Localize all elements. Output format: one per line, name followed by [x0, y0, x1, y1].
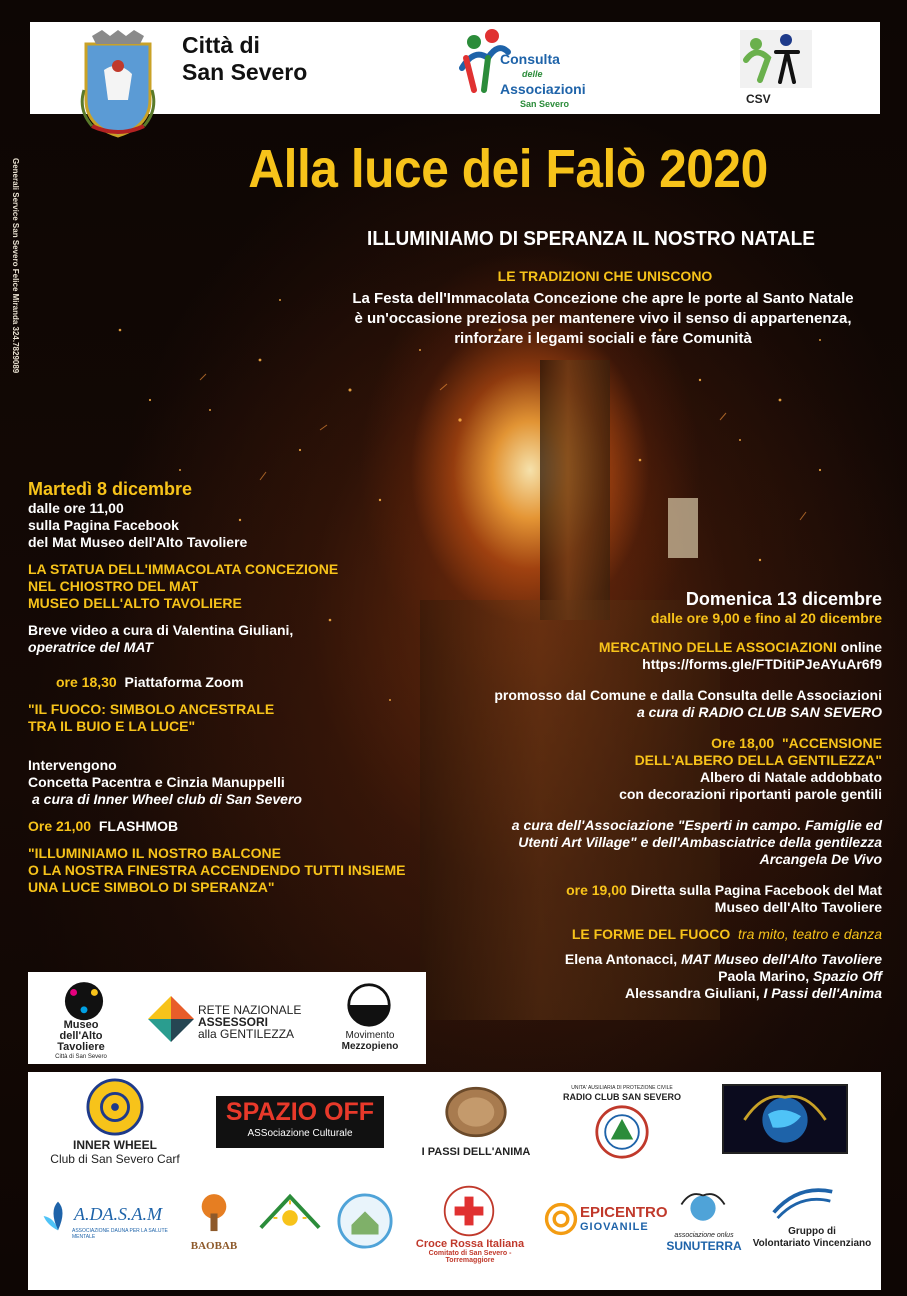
iw-line: INNER WHEEL: [73, 1138, 157, 1152]
performer-name: Elena Antonacci,: [564, 951, 678, 967]
event3-title: "ILLUMINIAMO IL NOSTRO BALCONE: [28, 845, 281, 861]
diretta-time: ore 19,00: [566, 882, 627, 898]
epicentro-logo-icon: [544, 1202, 578, 1236]
adasam-subtitle: ASSOCIAZIONE DAUNA PER LA SALUTE MENTALE: [72, 1228, 168, 1240]
mercatino-url: https://forms.gle/FTDitiPJeAYuAr6f9: [642, 656, 882, 672]
performer: [460, 951, 882, 968]
sunuterra-logo-icon: [676, 1186, 730, 1232]
intro-line: è un'occasione preziosa per mantenere vivo il senso di appartenenza,: [354, 310, 852, 327]
accensione-title: DELL'ALBERO DELLA GENTILEZZA": [634, 752, 882, 768]
mov-line: Mezzopieno: [341, 1041, 399, 1052]
day2-range: dalle ore 9,00 e fino al 20 dicembre: [650, 610, 882, 626]
performer: [460, 968, 882, 985]
event2-speakers: Concetta Pacentra e Cinzia Manuppelli: [28, 774, 285, 790]
spazio-off-logo: [216, 1096, 384, 1148]
accensione-time: Ore 18,00: [711, 735, 775, 751]
promo-organizer: a cura di RADIO CLUB SAN SEVERO: [636, 704, 882, 720]
sunuterra-text: [666, 1232, 742, 1253]
spazio-title: SPAZIO OFF: [225, 1098, 375, 1126]
intro-body: [318, 289, 888, 349]
program-day1: [28, 478, 448, 896]
consulta-line4: San Severo: [520, 99, 570, 109]
mercatino-line: [460, 639, 882, 656]
red-cross-logo-icon: [442, 1184, 496, 1238]
diretta-line: [460, 882, 882, 899]
diretta-text: Museo dell'Alto Tavoliere: [714, 899, 882, 915]
event2-where: Piattaforma Zoom: [124, 674, 244, 690]
performer-org: MAT Museo dell'Alto Tavoliere: [681, 951, 882, 967]
event2-organizer: a cura di Inner Wheel club di San Severo: [32, 791, 302, 807]
event2-header: [28, 674, 448, 691]
performer: [460, 985, 882, 1002]
adasam-title: A.DA.S.A.M: [74, 1204, 162, 1224]
consulta-line3: Associazioni: [500, 81, 586, 97]
accensione-organizer: Utenti Art Village" e dell'Ambasciatrice della gentilezza: [518, 834, 882, 850]
page-title: Alla luce dei Falò 2020: [248, 139, 768, 199]
event1-title: MUSEO DELL'ALTO TAVOLIERE: [28, 595, 242, 611]
baobab-logo-icon: [192, 1190, 236, 1244]
spazio-subtitle: ASSociazione Culturale: [247, 1128, 353, 1139]
event2-time: ore 18,30: [56, 674, 117, 690]
city-crest-icon: [78, 30, 158, 142]
globe-icon: [724, 1086, 846, 1152]
day1-channel: sulla Pagina Facebook: [28, 517, 179, 533]
grup-line: Gruppo di: [788, 1226, 836, 1237]
event2-speakers-label: Intervengono: [28, 757, 117, 773]
accensione-title: "ACCENSIONE: [782, 735, 882, 751]
vincenziano-text: [748, 1226, 876, 1250]
performer-name: Paola Marino,: [718, 968, 810, 984]
program-day2: [460, 588, 882, 1002]
event1-desc: operatrice del MAT: [28, 639, 153, 655]
performer-org: I Passi dell'Anima: [763, 985, 882, 1001]
croce-line: Croce Rossa Italiana: [415, 1238, 525, 1250]
rete-line: alla GENTILEZZA: [198, 1027, 295, 1041]
passi-anima-logo-icon: [444, 1084, 508, 1140]
event3-what: FLASHMOB: [98, 818, 179, 834]
intro-heading: LE TRADIZIONI CHE UNISCONO: [497, 268, 713, 284]
accensione-desc: Albero di Natale addobbato: [699, 769, 882, 785]
mov-line: Movimento: [345, 1030, 395, 1041]
mercatino-title: MERCATINO DELLE ASSOCIAZIONI: [598, 639, 837, 655]
event3-title: O LA NOSTRA FINESTRA ACCENDENDO TUTTI INSIEME: [28, 862, 406, 878]
croce-line: Comitato di San Severo - Torremaggiore: [428, 1250, 512, 1264]
accensione-organizer: a cura dell'Associazione "Esperti in campo. Famiglie ed: [511, 817, 882, 833]
radio-club-logo-icon: [594, 1104, 650, 1160]
radio-club-text: RADIO CLUB SAN SEVERO: [562, 1092, 681, 1102]
event2-title: TRA IL BUIO E LA LUCE": [28, 718, 196, 734]
accensione-desc: con decorazioni riportanti parole gentili: [619, 786, 882, 802]
inner-wheel-logo-icon: [86, 1078, 144, 1136]
museo-logo-icon: [58, 980, 110, 1024]
consulta-line2: delle: [522, 69, 543, 79]
day2-date: Domenica 13 dicembre: [685, 589, 882, 609]
event3-time: Ore 21,00: [28, 818, 92, 834]
inner-wheel-text: [40, 1138, 190, 1166]
event1-title: LA STATUA DELL'IMMACOLATA CONCEZIONE: [28, 561, 339, 577]
city-line2: San Severo: [182, 59, 308, 85]
radio-club-top: UNITA' AUSILIARIA DI PROTEZIONE CIVILE: [571, 1085, 673, 1091]
sunshine-house-logo-icon: [256, 1188, 324, 1244]
mezzopieno-logo-text: [330, 1030, 410, 1052]
passi-anima-text: I PASSI DELL'ANIMA: [421, 1146, 531, 1158]
performer-name: Alessandra Giuliani,: [625, 985, 760, 1001]
rete-line: RETE NAZIONALE: [198, 1003, 302, 1017]
rete-line: ASSESSORI: [198, 1015, 269, 1029]
baobab-text: BAOBAB: [190, 1240, 238, 1252]
day1-channel-owner: del Mat Museo dell'Alto Tavoliere: [28, 534, 248, 550]
accensione-organizer: Arcangela De Vivo: [759, 851, 882, 867]
adasam-logo-icon: [40, 1196, 76, 1236]
mercatino-online: online: [840, 639, 882, 655]
intro-line: La Festa dell'Immacolata Concezione che apre le porte al Santo Natale: [352, 290, 854, 307]
forme-title: LE FORME DEL FUOCO: [571, 926, 731, 942]
red-cross-text: [410, 1238, 530, 1264]
sun-line: SUNUTERRA: [666, 1239, 742, 1253]
rete-nazionale-text: [198, 1004, 318, 1040]
intro-line: rinforzare i legami sociali e fare Comunità: [454, 330, 752, 347]
forme-line: [460, 926, 882, 943]
rete-nazionale-icon: [146, 994, 196, 1044]
diretta-text: Diretta sulla Pagina Facebook del Mat: [630, 882, 882, 898]
sun-line: associazione onlus: [674, 1232, 734, 1239]
epi-line: EPICENTRO: [580, 1204, 668, 1221]
museo-logo-text: [36, 1020, 126, 1061]
side-credit: Generali Service San Severo Felice Miranda 324.7829089: [11, 158, 20, 374]
epi-line: GIOVANILE: [580, 1221, 649, 1233]
museo-line: dell'Alto: [59, 1030, 103, 1042]
event1-desc: Breve video a cura di Valentina Giuliani,: [28, 622, 294, 638]
event1-title: NEL CHIOSTRO DEL MAT: [28, 578, 199, 594]
association-badge-logo: [722, 1084, 848, 1154]
grup-line: Volontariato Vincenziano: [752, 1238, 872, 1249]
museo-line: Museo: [63, 1019, 99, 1031]
vincenziano-logo-icon: [770, 1184, 836, 1222]
day1-date: Martedì 8 dicembre: [28, 479, 193, 499]
event3-title: UNA LUCE SIMBOLO DI SPERANZA": [28, 879, 275, 895]
iw-line: Club di San Severo Carf: [50, 1152, 180, 1166]
museo-line: Città di San Severo: [55, 1054, 107, 1060]
city-name: [182, 32, 307, 86]
performer-org: Spazio Off: [813, 968, 882, 984]
promo-line: promosso dal Comune e dalla Consulta delle Associazioni: [494, 687, 882, 703]
csv-label: CSV: [746, 92, 771, 106]
epicentro-text: [580, 1204, 666, 1233]
subtitle: ILLUMINIAMO DI SPERANZA IL NOSTRO NATALE: [367, 228, 815, 250]
museo-line: Tavoliere: [57, 1041, 105, 1053]
event2-title: "IL FUOCO: SIMBOLO ANCESTRALE: [28, 701, 275, 717]
house-circle-logo-icon: [336, 1192, 394, 1250]
accensione-title-line: [460, 735, 882, 752]
day1-time: dalle ore 11,00: [28, 500, 124, 516]
mezzopieno-logo-icon: [346, 982, 392, 1028]
city-line1: Città di: [182, 32, 260, 58]
consulta-logo-text: [500, 52, 586, 112]
consulta-line1: Consulta: [500, 51, 560, 67]
forme-subtitle: tra mito, teatro e danza: [738, 926, 882, 942]
event3-header: [28, 818, 448, 835]
